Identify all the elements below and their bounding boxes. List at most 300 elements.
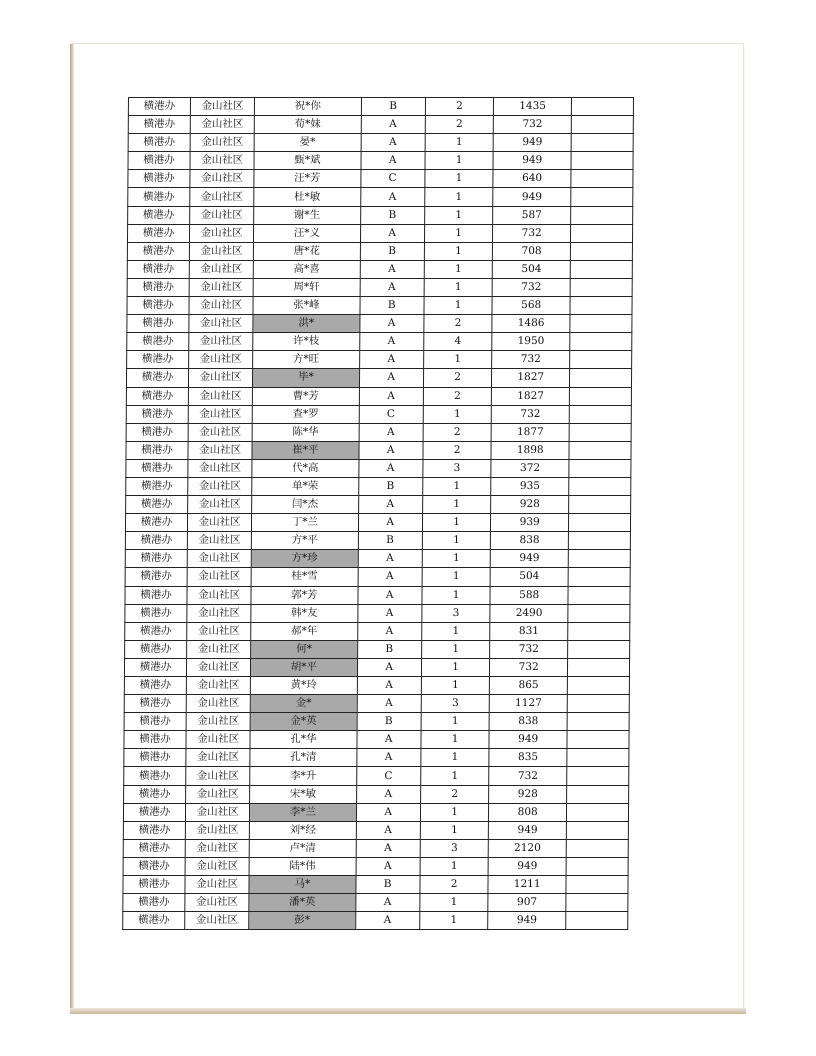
office-cell: 横港办 [128,98,190,116]
office-cell: 横港办 [128,170,190,188]
grade-cell: A [360,224,424,242]
table-row [124,749,629,767]
amount-cell: 640 [493,170,571,188]
amount-cell: 504 [493,260,571,278]
amount-cell: 1211 [488,876,566,894]
note-cell [567,695,629,713]
count-cell: 1 [424,242,493,260]
name-cell: 闫*杰 [252,496,358,514]
office-cell: 横港办 [123,803,185,821]
table-row [125,568,630,586]
note-cell [570,333,632,351]
note-cell [569,369,631,387]
name-cell: 方*珍 [251,550,357,568]
amount-cell: 835 [489,749,567,767]
amount-cell: 732 [494,116,572,134]
grade-cell: B [360,206,424,224]
amount-cell: 935 [491,477,569,495]
grade-cell: A [356,803,420,821]
note-cell [567,658,629,676]
note-cell [566,876,628,894]
amount-cell: 1950 [492,333,570,351]
name-cell: 胡*平 [251,658,357,676]
note-cell [568,586,630,604]
note-cell [568,622,630,640]
office-cell: 横港办 [124,658,186,676]
grade-cell: B [358,532,422,550]
office-cell: 横港办 [126,369,188,387]
table-row [128,206,633,224]
office-cell: 横港办 [123,912,185,930]
count-cell: 1 [422,532,491,550]
amount-cell: 1486 [492,315,570,333]
amount-cell: 928 [491,496,569,514]
table-row [125,514,630,532]
note-cell [571,152,633,170]
grade-cell: A [356,821,420,839]
office-cell: 横港办 [124,677,186,695]
table-row [127,224,632,242]
note-cell [569,496,631,514]
name-cell: 张*峰 [253,297,359,315]
table-row [127,260,632,278]
amount-cell: 708 [493,242,571,260]
table-row [126,477,631,495]
community-cell: 金山社区 [190,206,254,224]
community-cell: 金山社区 [188,369,252,387]
office-cell: 横港办 [125,604,187,622]
count-cell: 1 [420,767,489,785]
count-cell: 1 [421,622,490,640]
office-cell: 横港办 [127,297,189,315]
count-cell: 1 [425,188,494,206]
name-cell: 李*兰 [250,803,356,821]
community-cell: 金山社区 [186,677,250,695]
note-cell [566,821,628,839]
office-cell: 横港办 [123,876,185,894]
grade-cell: A [357,677,421,695]
office-cell: 横港办 [124,785,186,803]
name-cell: 韩*友 [251,604,357,622]
count-cell: 1 [424,297,493,315]
grade-cell: A [359,441,423,459]
count-cell: 1 [422,496,491,514]
count-cell: 1 [420,857,489,875]
assistance-table [122,97,634,930]
table-row [124,695,629,713]
table-row [127,242,632,260]
name-cell: 陆*伟 [249,857,355,875]
note-cell [568,640,630,658]
grade-cell: A [358,514,422,532]
grade-cell: A [359,333,423,351]
community-cell: 金山社区 [187,640,251,658]
note-cell [569,423,631,441]
grade-cell: B [360,297,424,315]
count-cell: 1 [420,803,489,821]
name-cell: 杜*敏 [254,188,360,206]
grade-cell: A [356,857,420,875]
note-cell [569,459,631,477]
note-cell [570,260,632,278]
count-cell: 1 [425,134,494,152]
table-row [127,333,632,351]
grade-cell: A [361,116,425,134]
grade-cell: A [359,351,423,369]
count-cell: 2 [423,423,492,441]
table-row [128,188,633,206]
page-edge-shadow [70,44,74,1012]
community-cell: 金山社区 [186,713,250,731]
count-cell: 3 [422,604,491,622]
count-cell: 1 [421,731,490,749]
table-row [127,315,632,333]
amount-cell: 939 [491,514,569,532]
community-cell: 金山社区 [189,315,253,333]
community-cell: 金山社区 [190,98,254,116]
amount-cell: 949 [493,152,571,170]
community-cell: 金山社区 [187,550,251,568]
name-cell: 宋*敏 [250,785,356,803]
community-cell: 金山社区 [190,224,254,242]
note-cell [571,170,633,188]
note-cell [566,894,628,912]
name-cell: 马* [249,876,355,894]
grade-cell: A [357,658,421,676]
table-row [126,369,631,387]
name-cell: 荀*妹 [254,116,360,134]
count-cell: 1 [422,568,491,586]
table-row [123,857,628,875]
amount-cell: 1127 [490,695,568,713]
community-cell: 金山社区 [185,857,249,875]
grade-cell: A [361,152,425,170]
table-row [128,116,633,134]
table-row [127,351,632,369]
name-cell: 刘*经 [250,821,356,839]
amount-cell: 732 [489,767,567,785]
note-cell [570,278,632,296]
count-cell: 1 [424,224,493,242]
count-cell: 1 [423,351,492,369]
grade-cell: A [358,568,422,586]
count-cell: 1 [422,514,491,532]
community-cell: 金山社区 [190,152,254,170]
amount-cell: 949 [493,188,571,206]
name-cell: 陈*华 [252,423,358,441]
note-cell [571,116,633,134]
community-cell: 金山社区 [188,496,252,514]
count-cell: 1 [420,821,489,839]
count-cell: 1 [422,586,491,604]
amount-cell: 838 [489,713,567,731]
note-cell [571,206,633,224]
community-cell: 金山社区 [187,604,251,622]
name-cell: 许*枝 [253,333,359,351]
name-cell: 丁*兰 [252,514,358,532]
community-cell: 金山社区 [186,767,250,785]
community-cell: 金山社区 [189,351,253,369]
office-cell: 横港办 [126,477,188,495]
count-cell: 1 [421,640,490,658]
name-cell: 代*高 [252,459,358,477]
grade-cell: A [360,188,424,206]
count-cell: 1 [420,894,489,912]
grade-cell: C [359,405,423,423]
amount-cell: 2120 [489,839,567,857]
office-cell: 横港办 [125,550,187,568]
count-cell: 1 [421,677,490,695]
grade-cell: B [358,477,422,495]
table-row [126,405,631,423]
community-cell: 金山社区 [186,695,250,713]
community-cell: 金山社区 [187,568,251,586]
name-cell: 唐*花 [254,242,360,260]
amount-cell: 1898 [491,441,569,459]
amount-cell: 732 [492,351,570,369]
amount-cell: 2490 [490,604,568,622]
table-row [123,803,628,821]
office-cell: 横港办 [125,568,187,586]
table-row [124,658,629,676]
table-row [126,496,631,514]
community-cell: 金山社区 [188,387,252,405]
office-cell: 横港办 [125,532,187,550]
amount-cell: 732 [492,405,570,423]
name-cell: 方*平 [252,532,358,550]
count-cell: 1 [419,912,488,930]
note-cell [568,532,630,550]
community-cell: 金山社区 [188,459,252,477]
count-cell: 2 [423,441,492,459]
grade-cell: A [359,369,423,387]
table-row [123,912,628,930]
table-row [124,677,629,695]
amount-cell: 1877 [492,423,570,441]
community-cell: 金山社区 [185,876,249,894]
community-cell: 金山社区 [186,785,250,803]
amount-cell: 587 [493,206,571,224]
office-cell: 横港办 [127,224,189,242]
note-cell [570,242,632,260]
table-row [125,640,630,658]
count-cell: 2 [425,98,494,116]
table-row [127,278,632,296]
table-row [126,387,631,405]
name-cell: 金*英 [250,713,356,731]
note-cell [566,857,628,875]
amount-cell: 949 [488,912,566,930]
office-cell: 横港办 [125,514,187,532]
office-cell: 横港办 [128,206,190,224]
office-cell: 横港办 [127,315,189,333]
name-cell: 孔*清 [250,749,356,767]
note-cell [568,550,630,568]
count-cell: 1 [422,477,491,495]
name-cell: 郭*芳 [251,586,357,604]
note-cell [568,514,630,532]
table-row [124,767,629,785]
table-row [124,731,629,749]
amount-cell: 949 [494,134,572,152]
grade-cell: A [358,459,422,477]
grade-cell: A [355,894,419,912]
office-cell: 横港办 [125,640,187,658]
office-cell: 横港办 [128,152,190,170]
grade-cell: A [358,496,422,514]
table-row [127,297,632,315]
note-cell [569,405,631,423]
community-cell: 金山社区 [189,260,253,278]
community-cell: 金山社区 [185,839,249,857]
grade-cell: A [358,586,422,604]
amount-cell: 1827 [492,387,570,405]
community-cell: 金山社区 [189,242,253,260]
note-cell [570,351,632,369]
community-cell: 金山社区 [186,658,250,676]
community-cell: 金山社区 [190,170,254,188]
community-cell: 金山社区 [185,912,249,930]
grade-cell: A [356,785,420,803]
office-cell: 横港办 [126,405,188,423]
note-cell [569,441,631,459]
name-cell: 洪* [253,315,359,333]
count-cell: 2 [423,369,492,387]
community-cell: 金山社区 [190,116,254,134]
note-cell [571,98,633,116]
table-row [123,876,628,894]
community-cell: 金山社区 [187,622,251,640]
office-cell: 横港办 [126,459,188,477]
note-cell [567,731,629,749]
grade-cell: B [360,242,424,260]
community-cell: 金山社区 [189,333,253,351]
name-cell: 祝*你 [255,98,361,116]
count-cell: 3 [421,695,490,713]
grade-cell: C [356,767,420,785]
table-row [125,622,630,640]
count-cell: 4 [423,333,492,351]
table-row [124,785,629,803]
page-bottom-edge [70,1008,746,1014]
office-cell: 横港办 [127,278,189,296]
amount-cell: 808 [489,803,567,821]
amount-cell: 732 [493,224,571,242]
community-cell: 金山社区 [186,749,250,767]
count-cell: 1 [425,152,494,170]
office-cell: 横港办 [126,496,188,514]
table-row [126,423,631,441]
note-cell [571,188,633,206]
note-cell [569,387,631,405]
grade-cell: B [355,876,419,894]
amount-cell: 907 [488,894,566,912]
office-cell: 横港办 [128,134,190,152]
note-cell [566,912,628,930]
amount-cell: 838 [491,532,569,550]
note-cell [567,713,629,731]
name-cell: 何* [251,640,357,658]
amount-cell: 949 [491,550,569,568]
office-cell: 横港办 [123,839,185,857]
name-cell: 查*罗 [252,405,358,423]
grade-cell: A [356,839,420,857]
amount-cell: 372 [491,459,569,477]
amount-cell: 949 [489,821,567,839]
office-cell: 横港办 [126,387,188,405]
count-cell: 1 [425,170,494,188]
name-cell: 单*荣 [252,477,358,495]
table-row [125,550,630,568]
note-cell [566,839,628,857]
amount-cell: 732 [490,640,568,658]
grade-cell: A [359,423,423,441]
office-cell: 横港办 [124,695,186,713]
office-cell: 横港办 [126,441,188,459]
grade-cell: A [355,912,419,930]
count-cell: 1 [421,713,490,731]
grade-cell: B [361,98,425,116]
count-cell: 1 [424,278,493,296]
grade-cell: A [359,387,423,405]
note-cell [568,604,630,622]
count-cell: 2 [425,116,494,134]
name-cell: 桂*雪 [251,568,357,586]
name-cell: 高*喜 [253,260,359,278]
name-cell: 甄*斌 [254,152,360,170]
community-cell: 金山社区 [186,731,250,749]
office-cell: 横港办 [123,894,185,912]
name-cell: 卢*清 [249,839,355,857]
amount-cell: 1435 [494,98,572,116]
count-cell: 2 [423,387,492,405]
name-cell: 周*轩 [253,278,359,296]
table-row [125,604,630,622]
community-cell: 金山社区 [188,423,252,441]
count-cell: 1 [422,550,491,568]
note-cell [569,477,631,495]
table-row [125,586,630,604]
amount-cell: 1827 [492,369,570,387]
community-cell: 金山社区 [190,188,254,206]
grade-cell: A [356,749,420,767]
office-cell: 横港办 [127,333,189,351]
office-cell: 横港办 [127,242,189,260]
count-cell: 1 [424,206,493,224]
table-row [124,713,629,731]
count-cell: 1 [421,658,490,676]
grade-cell: A [360,260,424,278]
count-cell: 3 [420,839,489,857]
amount-cell: 949 [488,857,566,875]
name-cell: 汪*芳 [254,170,360,188]
grade-cell: A [357,604,421,622]
name-cell: 汪*义 [254,224,360,242]
office-cell: 横港办 [128,188,190,206]
grade-cell: A [357,695,421,713]
amount-cell: 928 [489,785,567,803]
office-cell: 横港办 [124,731,186,749]
table-row [123,821,628,839]
office-cell: 横港办 [127,260,189,278]
office-cell: 横港办 [124,749,186,767]
amount-cell: 588 [490,586,568,604]
amount-cell: 568 [492,297,570,315]
community-cell: 金山社区 [187,514,251,532]
table-row [128,134,633,152]
table-row [123,839,628,857]
count-cell: 1 [423,405,492,423]
